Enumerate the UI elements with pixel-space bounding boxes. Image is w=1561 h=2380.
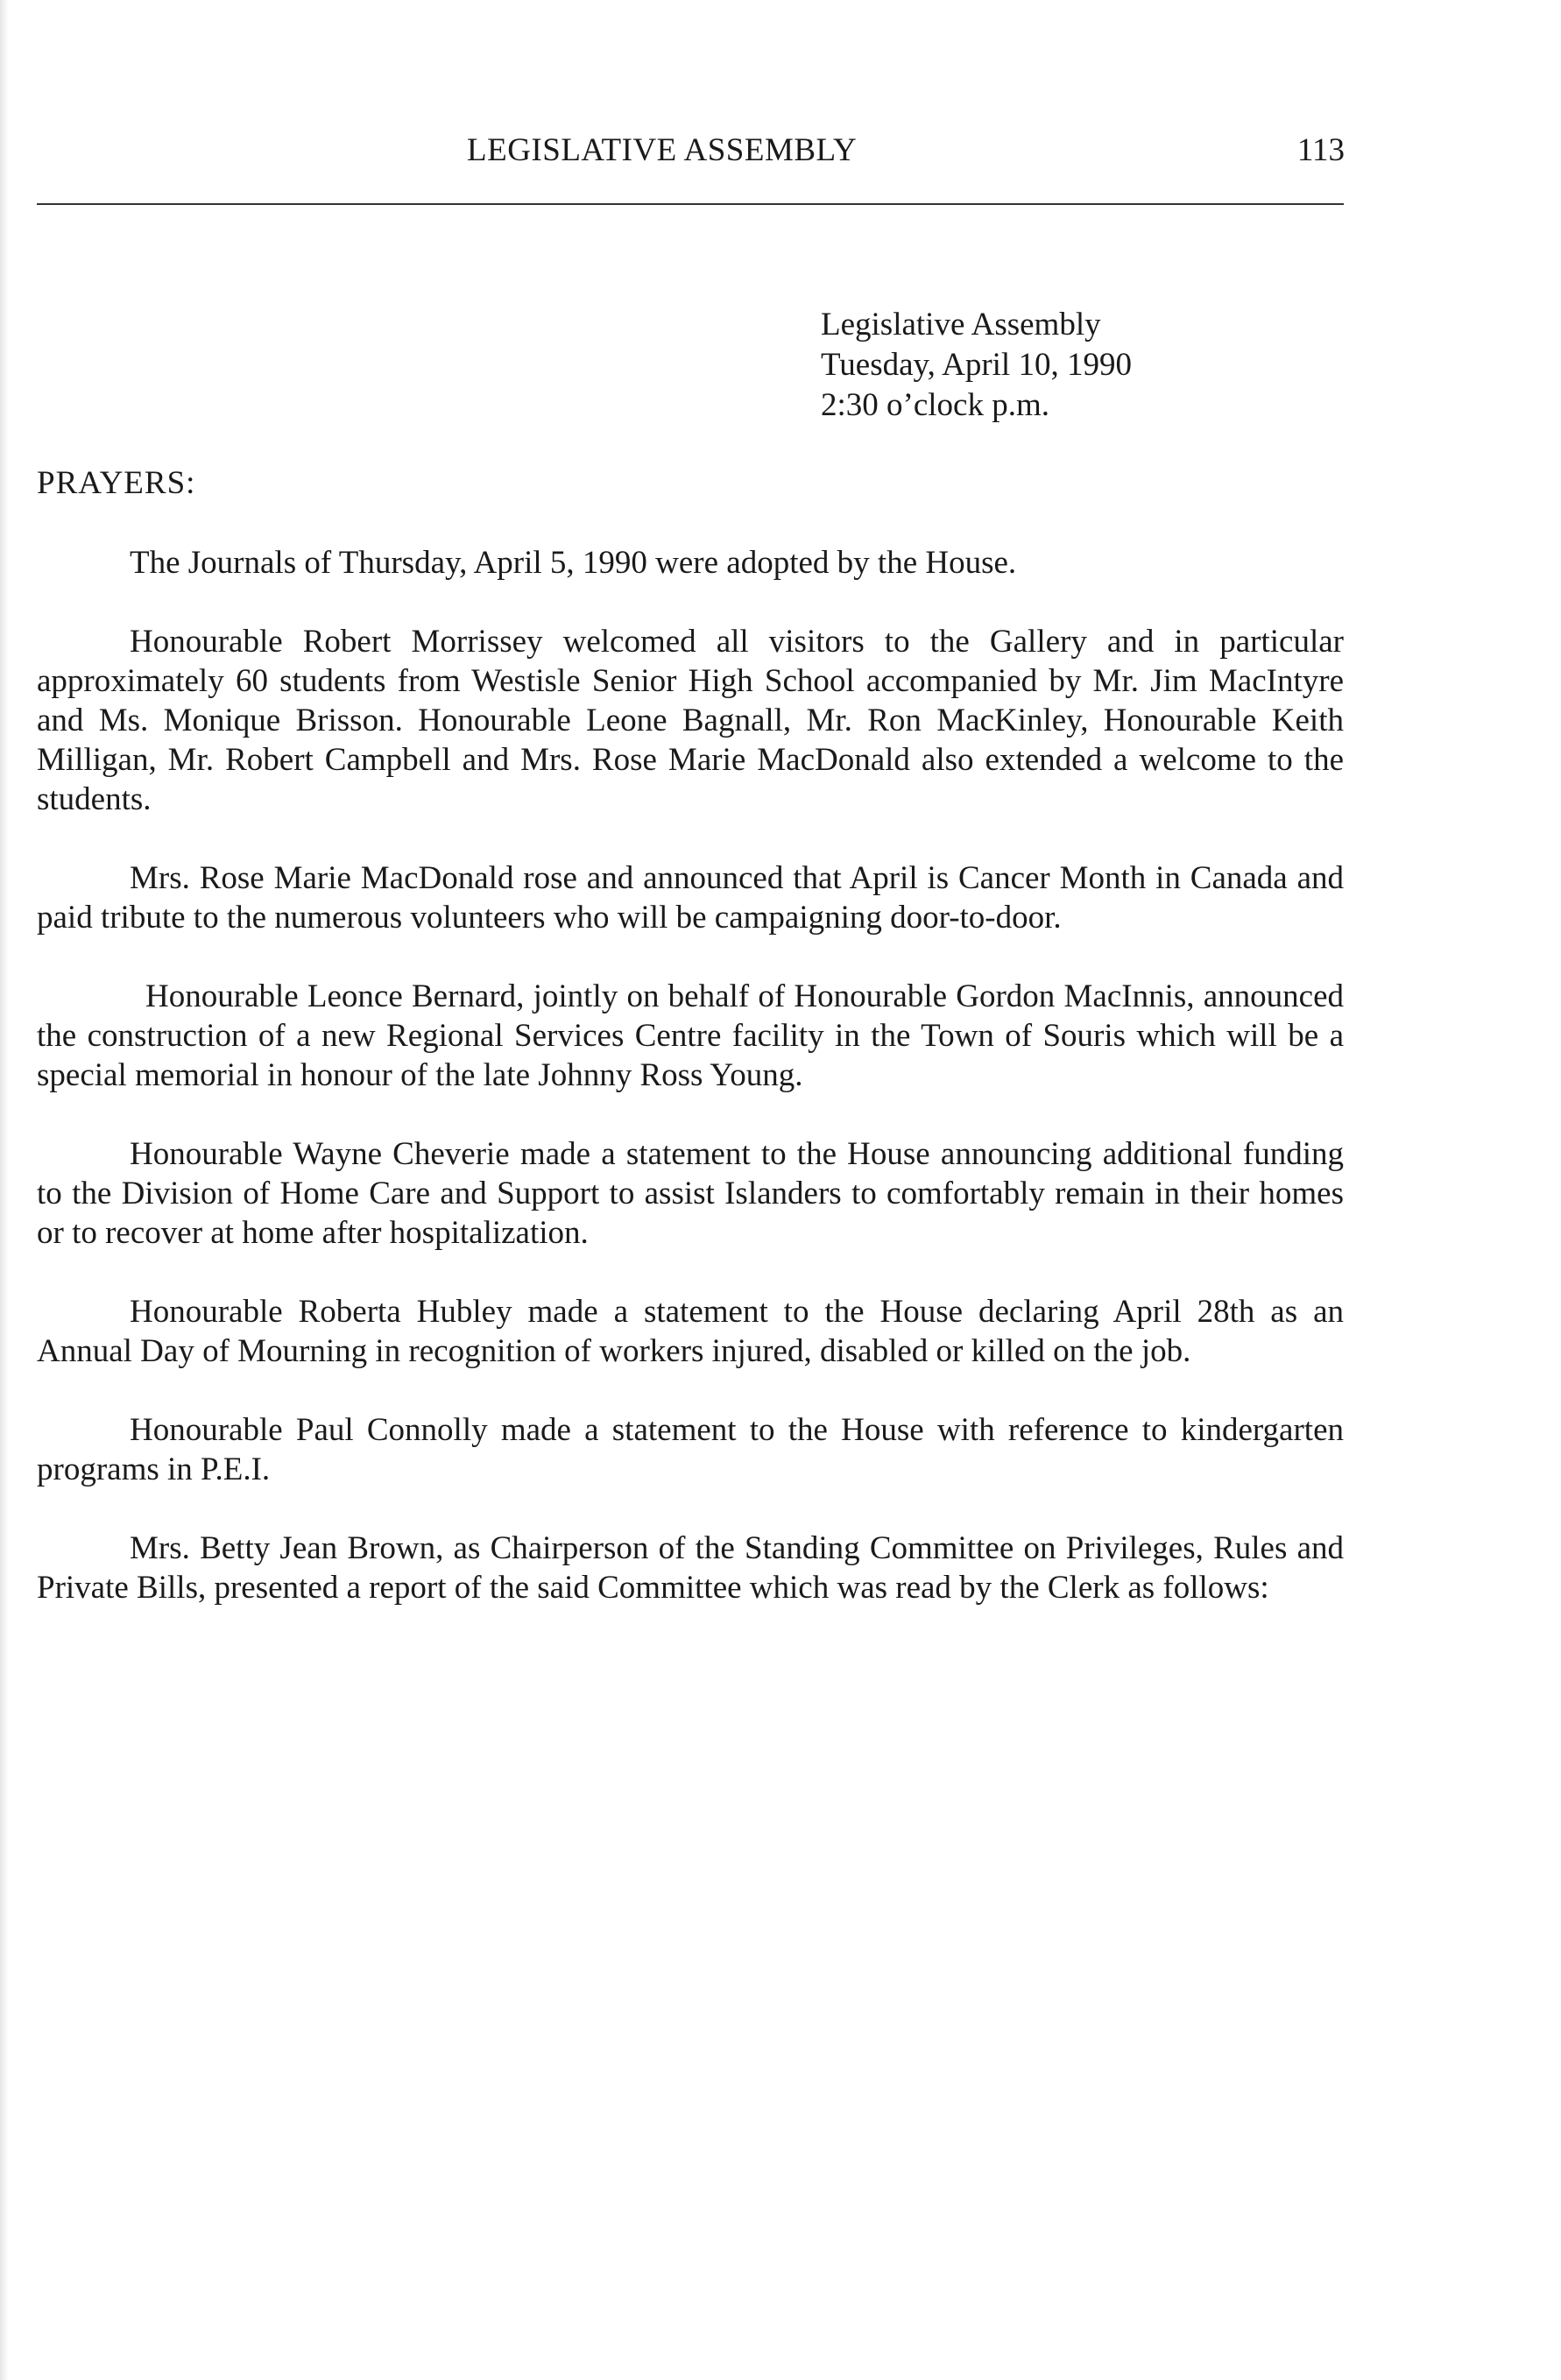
session-time: 2:30 o’clock p.m. (821, 387, 1050, 423)
page-number: 113 (1296, 132, 1345, 168)
paragraph-committee-report: Mrs. Betty Jean Brown, as Chairperson of the Standing Committee on Privileges, Rules and Private Bills, presented a report of the said Committee which was read by the Clerk as follows: (37, 1530, 1344, 1606)
paragraph-kindergarten: Honourable Paul Connolly made a statement to the House with reference to kindergarten programs in P.E.I. (37, 1412, 1344, 1487)
header-rule (37, 203, 1344, 205)
paragraph-journals-adopted: The Journals of Thursday, April 5, 1990 were adopted by the House. (130, 545, 1017, 581)
paragraph-home-care-funding: Honourable Wayne Cheverie made a statement to the House announcing additional funding to the Division of Home Care and Support to assist Islanders to comfortably remain in their homes or to recover at home after hospitalization. (37, 1136, 1344, 1251)
proceedings-body (37, 543, 1344, 1647)
session-body: Legislative Assembly (821, 307, 1101, 343)
scan-edge-shadow (0, 0, 9, 2380)
paragraph-day-of-mourning: Honourable Roberta Hubley made a statement to the House declaring April 28th as an Annual Day of Mourning in recognition of workers injured, disabled or killed on the job. (37, 1294, 1344, 1369)
paragraph-regional-services-centre: Honourable Leonce Bernard, jointly on behalf of Honourable Gordon MacInnis, announced the construction of a new Regional Services Centre facility in the Town of Souris which will be a special memorial in honour of the late Johnny Ross Young. (37, 978, 1344, 1093)
prayers-heading: PRAYERS: (37, 465, 196, 501)
paragraph-cancer-month: Mrs. Rose Marie MacDonald rose and announced that April is Cancer Month in Canada and paid tribute to the numerous volunteers who will be campaigning door-to-door. (37, 860, 1344, 936)
session-date: Tuesday, April 10, 1990 (821, 347, 1132, 383)
running-title: LEGISLATIVE ASSEMBLY (467, 132, 858, 168)
paragraph-visitors-welcome: Honourable Robert Morrissey welcomed all visitors to the Gallery and in particular approximately 60 students from Westisle Senior High School accompanied by Mr. Jim MacIntyre and Ms. Monique Brisson. Honourable Leone Bagnall, Mr. Ron MacKinley, Honourable Keith Milligan, Mr. Robert Campbell and Mrs. Rose Marie MacDonald also extended a welcome to the students. (37, 624, 1344, 817)
session-block (821, 305, 1132, 426)
